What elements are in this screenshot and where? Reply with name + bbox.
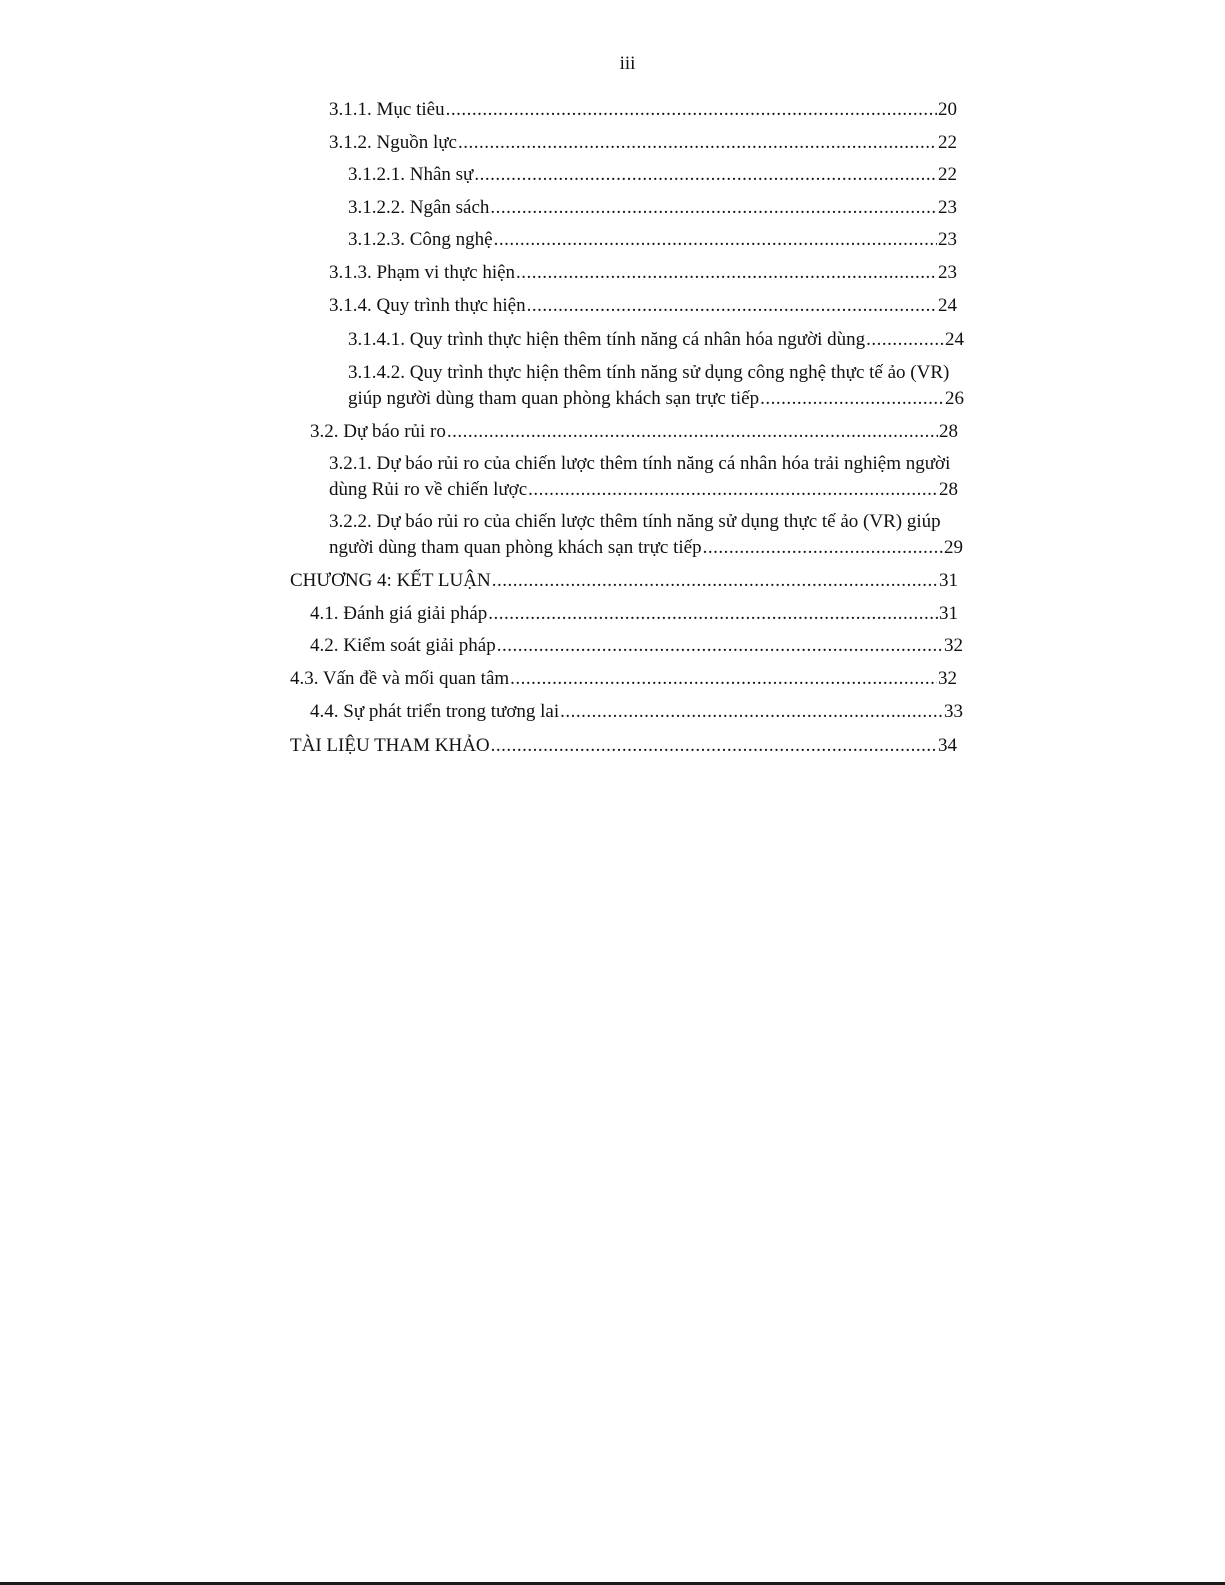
toc-entry-page: 23 xyxy=(938,197,957,218)
toc-entry-label: 4.2. Kiểm soát giải pháp xyxy=(310,635,496,656)
toc-entry-label: 3.2. Dự báo rủi ro xyxy=(310,421,446,442)
toc-dot-leader xyxy=(560,699,943,725)
toc-entry-label: 3.1.2. Nguồn lực xyxy=(329,132,457,153)
toc-entry-3-2[interactable] xyxy=(310,419,958,445)
toc-dot-leader xyxy=(458,130,937,156)
toc-entry-label: 3.1.2.1. Nhân sự xyxy=(348,164,474,185)
toc-entry-chapter-4[interactable] xyxy=(290,568,958,594)
toc-entry-page: 31 xyxy=(939,603,958,624)
toc-entry-page: 32 xyxy=(938,668,957,689)
toc-entry-label: 3.1.4.1. Quy trình thực hiện thêm tính năng cá nhân hóa người dùng xyxy=(348,329,866,350)
toc-entry-3-1-2[interactable] xyxy=(329,130,957,156)
toc-dot-leader xyxy=(490,195,937,221)
toc-entry-page: 22 xyxy=(938,164,957,185)
toc-entry-label: 4.1. Đánh giá giải pháp xyxy=(310,603,488,624)
toc-entry-page: 22 xyxy=(938,132,957,153)
toc-entry-label: 3.1.2.3. Công nghệ xyxy=(348,229,493,250)
toc-entry-page: 20 xyxy=(938,99,957,120)
toc-entry-label: CHƯƠNG 4: KẾT LUẬN xyxy=(290,570,491,591)
toc-dot-leader xyxy=(492,568,938,594)
toc-entry-3-1-2-2[interactable] xyxy=(348,195,957,221)
toc-dot-leader xyxy=(527,293,937,319)
toc-dot-leader xyxy=(510,666,937,692)
toc-dot-leader xyxy=(491,733,937,759)
toc-entry-label: TÀI LIỆU THAM KHẢO xyxy=(290,735,490,756)
toc-entry-3-1-1[interactable] xyxy=(329,97,957,123)
toc-dot-leader xyxy=(474,162,937,188)
toc-entry-label: 3.1.4. Quy trình thực hiện xyxy=(329,295,526,316)
toc-dot-leader xyxy=(528,477,938,503)
toc-entry-references[interactable] xyxy=(290,733,957,759)
toc-entry-3-2-1[interactable] xyxy=(329,451,958,503)
toc-entry-3-2-2[interactable] xyxy=(329,509,963,561)
toc-entry-page: 26 xyxy=(945,388,964,409)
toc-dot-leader xyxy=(516,260,937,286)
toc-dot-leader xyxy=(497,633,943,659)
toc-dot-leader xyxy=(446,97,937,123)
toc-entry-label: 4.4. Sự phát triển trong tương lai xyxy=(310,701,560,722)
toc-entry-page: 34 xyxy=(938,735,957,756)
toc-entry-3-1-3[interactable] xyxy=(329,260,957,286)
toc-entry-first-line: 3.2.1. Dự báo rủi ro của chiến lược thêm tính năng cá nhân hóa trải nghiệm người xyxy=(329,453,951,474)
toc-entry-4-1[interactable] xyxy=(310,601,958,627)
toc-entry-page: 33 xyxy=(944,701,963,722)
toc-dot-leader xyxy=(866,327,944,353)
toc-entry-label: 3.1.1. Mục tiêu xyxy=(329,99,445,120)
toc-entry-4-3[interactable] xyxy=(290,666,957,692)
toc-entry-page: 29 xyxy=(944,537,963,558)
toc-dot-leader xyxy=(447,419,938,445)
toc-entry-page: 28 xyxy=(939,421,958,442)
toc-entry-page: 23 xyxy=(938,229,957,250)
toc-entry-page: 24 xyxy=(938,295,957,316)
toc-entry-3-1-4-2[interactable] xyxy=(348,360,964,412)
toc-entry-page: 32 xyxy=(944,635,963,656)
toc-entry-3-1-4-1[interactable] xyxy=(348,327,964,353)
toc-entry-page: 23 xyxy=(938,262,957,283)
toc-dot-leader xyxy=(703,535,943,561)
toc-entry-label: giúp người dùng tham quan phòng khách sạn trực tiếp xyxy=(348,388,760,409)
toc-entry-page: 24 xyxy=(945,329,964,350)
page-number: iii xyxy=(619,53,636,74)
toc-entry-label: người dùng tham quan phòng khách sạn trực tiếp xyxy=(329,537,702,558)
toc-dot-leader xyxy=(488,601,938,627)
toc-entry-label: 3.1.3. Phạm vi thực hiện xyxy=(329,262,516,283)
toc-entry-page: 28 xyxy=(939,479,958,500)
toc-entry-label: 3.1.2.2. Ngân sách xyxy=(348,197,490,218)
toc-entry-4-4[interactable] xyxy=(310,699,963,725)
toc-dot-leader xyxy=(760,386,944,412)
toc-entry-first-line: 3.2.2. Dự báo rủi ro của chiến lược thêm tính năng sử dụng thực tế ảo (VR) giúp xyxy=(329,511,941,532)
toc-entry-3-1-4[interactable] xyxy=(329,293,957,319)
toc-entry-4-2[interactable] xyxy=(310,633,963,659)
toc-entry-label: dùng Rủi ro về chiến lược xyxy=(329,479,528,500)
toc-dot-leader xyxy=(494,227,937,253)
toc-entry-3-1-2-3[interactable] xyxy=(348,227,957,253)
toc-entry-label: 4.3. Vấn đề và mối quan tâm xyxy=(290,668,510,689)
toc-entry-3-1-2-1[interactable] xyxy=(348,162,957,188)
toc-entry-page: 31 xyxy=(939,570,958,591)
toc-entry-first-line: 3.1.4.2. Quy trình thực hiện thêm tính năng sử dụng công nghệ thực tế ảo (VR) xyxy=(348,362,950,383)
